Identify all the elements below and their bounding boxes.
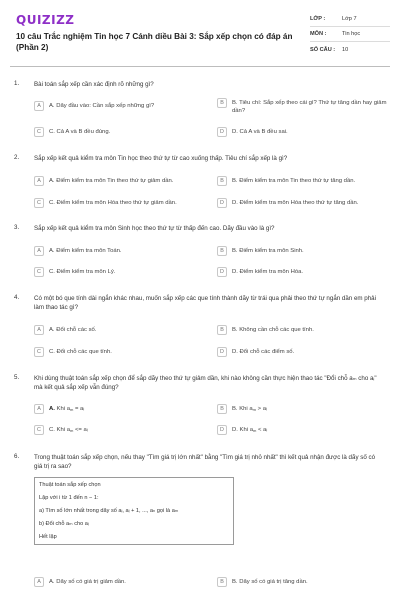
- option-a[interactable]: [34, 246, 214, 256]
- option-letter-badge: A: [34, 101, 44, 111]
- option-prefix: B.: [232, 406, 238, 412]
- option-sub: m: [252, 428, 257, 433]
- option-letter-badge: D: [217, 267, 227, 277]
- option-sub: m: [69, 407, 74, 412]
- algorithm-line: a) Tìm số lớn nhất trong dãy số aᵢ, aᵢ + 1, ..., aₙ gọi là aₘ: [39, 508, 179, 514]
- question-6: [14, 453, 390, 598]
- option-a[interactable]: [34, 176, 214, 186]
- question-number: 3.: [14, 224, 20, 231]
- option-main: Khi a: [239, 406, 253, 412]
- meta-value: 10: [342, 46, 349, 53]
- algorithm-line: Lặp với i từ 1 đến n − 1:: [39, 495, 99, 501]
- option-text: A. Dãy số có giá trị giảm dần.: [49, 579, 126, 585]
- option-letter-badge: A: [34, 176, 44, 186]
- option-letter-badge: B: [217, 98, 227, 108]
- option-letter-badge: D: [217, 425, 227, 435]
- option-letter-badge: B: [217, 325, 227, 335]
- option-text: C. Đổi chỗ các que tính.: [49, 349, 112, 355]
- option-letter-badge: D: [217, 198, 227, 208]
- header-divider: [10, 66, 390, 67]
- option-text: C. Điểm kiểm tra môn Lý.: [49, 269, 116, 275]
- question-number: 5.: [14, 374, 20, 381]
- option-text: A. Điểm kiểm tra môn Toán.: [49, 248, 122, 254]
- page-title: 10 câu Trắc nghiệm Tin học 7 Cánh diều Bài 3: Sắp xếp chọn có đáp án (Phần 2): [16, 32, 293, 52]
- option-prefix: C.: [49, 427, 55, 433]
- option-text: [49, 425, 88, 435]
- algorithm-line: Thuật toán sắp xếp chọn: [39, 482, 101, 488]
- option-sub: m: [252, 407, 256, 412]
- meta-key: MÔN :: [310, 31, 327, 37]
- meta-row-subject: [310, 27, 390, 42]
- meta-value: Tin học: [342, 31, 361, 37]
- question-3: [14, 224, 390, 284]
- option-letter-badge: D: [217, 347, 227, 357]
- question-text: Trong thuật toán sắp xếp chọn, nếu thay "Tìm giá trị lớn nhất" bằng "Tìm giá trị nhỏ nhất" thì kết quả nhận được là dãy số có giá trị ra sao?: [34, 454, 376, 470]
- quizizz-logo: QUIZIZZ: [16, 13, 75, 27]
- option-b[interactable]: [217, 98, 387, 115]
- option-text: [49, 404, 84, 414]
- option-text: B. Tiêu chí: Sắp xếp theo cái gì? Thứ tự tăng dần hay giảm dần?: [232, 100, 387, 114]
- option-a[interactable]: [34, 325, 214, 335]
- option-letter-badge: D: [217, 127, 227, 137]
- question-4: [14, 294, 390, 364]
- question-text: Sắp xếp kết quả kiểm tra môn Tin học theo thứ tự từ cao xuống thấp. Tiêu chí sắp xếp là gì?: [34, 155, 288, 162]
- question-text: Khi dùng thuật toán sắp xếp chọn để sắp dãy theo thứ tự giảm dần, khi nào không cần thực hiện thao tác "Đổi chỗ aₘ cho aᵢ" mà kết quả sắp xếp vẫn đúng?: [34, 375, 377, 391]
- option-c[interactable]: [34, 198, 214, 208]
- option-letter-badge: B: [217, 246, 227, 256]
- option-letter-badge: C: [34, 127, 44, 137]
- option-letter-badge: B: [217, 577, 227, 587]
- question-1: [14, 80, 390, 140]
- question-text: Sắp xếp kết quả kiểm tra môn Sinh học theo thứ tự từ thấp đến cao. Dãy đầu vào là gì?: [34, 225, 275, 232]
- option-letter-badge: A: [34, 325, 44, 335]
- option-letter-badge: B: [217, 404, 227, 414]
- option-letter-badge: B: [217, 176, 227, 186]
- meta-row-count: [310, 42, 390, 57]
- algorithm-box: [34, 477, 234, 545]
- option-d[interactable]: [217, 198, 389, 208]
- option-text: D. Điểm kiểm tra môn Hóa.: [232, 269, 304, 275]
- option-c[interactable]: [34, 267, 214, 277]
- question-number: 1.: [14, 80, 20, 87]
- option-text: [232, 425, 267, 435]
- option-text: A. Đổi chỗ các số.: [49, 327, 97, 333]
- meta-row-class: [310, 12, 390, 27]
- option-c[interactable]: [34, 425, 214, 435]
- option-text: D. Cả A và B đều sai.: [232, 129, 288, 135]
- option-rest: < aᵢ: [256, 427, 268, 433]
- option-rest: <= aᵢ: [73, 427, 88, 433]
- question-2: [14, 154, 390, 214]
- algorithm-line: b) Đổi chỗ aₘ cho aᵢ: [39, 521, 89, 527]
- option-rest: = aᵢ: [73, 406, 85, 412]
- option-letter-badge: A: [34, 404, 44, 414]
- option-text: C. Điểm kiểm tra môn Hóa theo thứ tự giảm dần.: [49, 200, 177, 206]
- meta-value: Lớp 7: [342, 16, 357, 22]
- option-b[interactable]: [217, 325, 389, 335]
- question-text: Có một bó que tính dài ngắn khác nhau, muốn sắp xếp các que tính thành dãy từ trái qua phải theo thứ tự ngắn dần em phải làm thao tác gì?: [34, 295, 376, 311]
- option-rest: > aᵢ: [256, 406, 267, 412]
- meta-key: LỚP :: [310, 16, 326, 22]
- option-a[interactable]: [34, 101, 209, 111]
- option-letter-badge: C: [34, 198, 44, 208]
- option-b[interactable]: [217, 246, 389, 256]
- option-text: B. Điểm kiểm tra môn Sinh.: [232, 248, 304, 254]
- option-text: C. Cả A và B đều đúng.: [49, 129, 111, 135]
- option-letter-badge: C: [34, 267, 44, 277]
- option-d[interactable]: [217, 347, 389, 357]
- option-b[interactable]: [217, 404, 389, 414]
- option-prefix: A.: [49, 406, 55, 412]
- option-a[interactable]: [34, 577, 214, 587]
- option-text: B. Không cần chỗ các que tính.: [232, 327, 314, 333]
- option-text: [232, 404, 267, 414]
- option-sub: m: [69, 428, 74, 433]
- option-text: B. Điểm kiểm tra môn Tin theo thứ tự tăng dần.: [232, 178, 356, 184]
- option-a[interactable]: [34, 404, 214, 414]
- option-main: Khi a: [56, 406, 70, 412]
- option-text: A. Điểm kiểm tra môn Tin theo thứ tự giảm dần.: [49, 178, 174, 184]
- question-number: 6.: [14, 453, 20, 460]
- option-text: D. Điểm kiểm tra môn Hóa theo thứ tự tăng dần.: [232, 200, 359, 206]
- algorithm-line: Hết lặp: [39, 534, 57, 540]
- meta-key: SỐ CÂU :: [310, 46, 336, 53]
- option-d[interactable]: [217, 425, 389, 435]
- question-number: 2.: [14, 154, 20, 161]
- option-prefix: D.: [232, 427, 238, 433]
- option-text: B. Dãy số có giá trị tăng dần.: [232, 579, 308, 585]
- meta-table: [310, 12, 390, 57]
- option-d[interactable]: [217, 267, 389, 277]
- option-letter-badge: C: [34, 347, 44, 357]
- question-number: 4.: [14, 294, 20, 301]
- option-letter-badge: A: [34, 577, 44, 587]
- option-c[interactable]: [34, 127, 209, 137]
- option-b[interactable]: [217, 176, 389, 186]
- option-text: A. Dãy đầu vào: Cần sắp xếp những gì?: [49, 103, 155, 109]
- option-letter-badge: A: [34, 246, 44, 256]
- question-5: [14, 374, 390, 444]
- option-main: Khi a: [239, 427, 253, 433]
- option-b[interactable]: [217, 577, 389, 587]
- question-text: Bài toán sắp xếp cần xác định rõ những gì?: [34, 81, 154, 88]
- option-d[interactable]: [217, 127, 387, 137]
- option-c[interactable]: [34, 347, 214, 357]
- option-text: D. Đổi chỗ các điểm số.: [232, 349, 295, 355]
- option-letter-badge: C: [34, 425, 44, 435]
- option-main: Khi a: [56, 427, 70, 433]
